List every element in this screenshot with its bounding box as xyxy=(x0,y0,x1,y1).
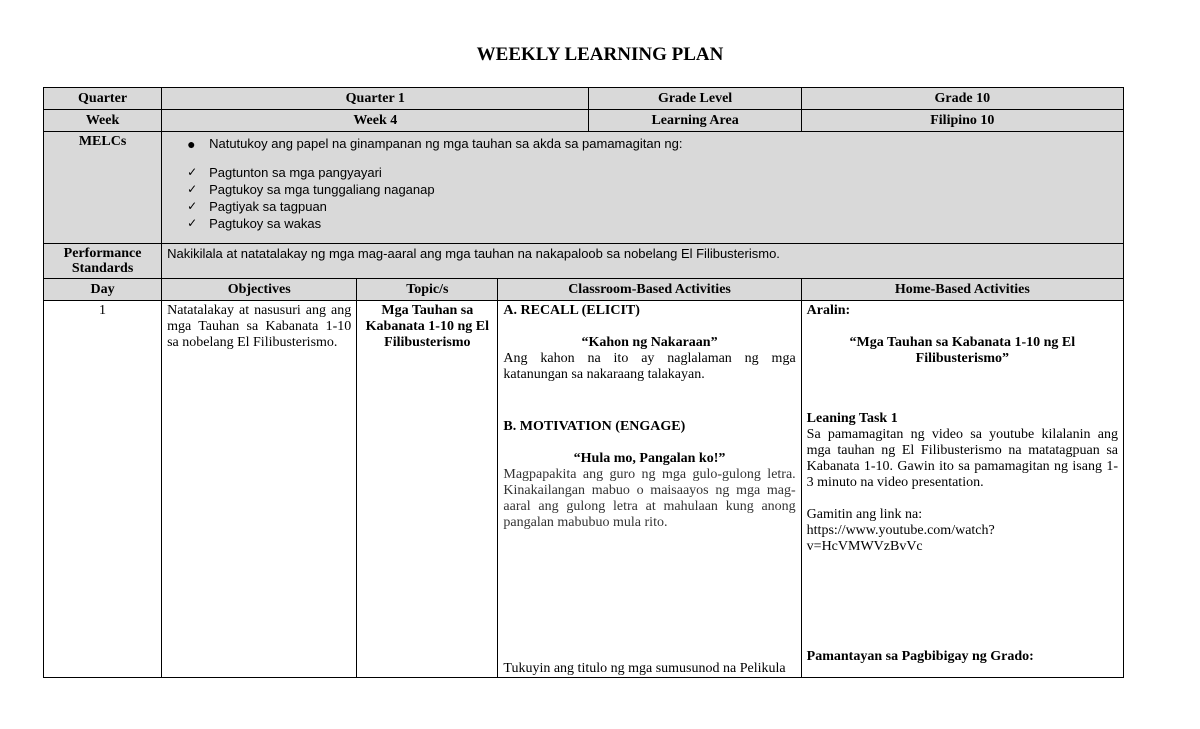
day-row xyxy=(44,301,1124,678)
grade-level-label: Grade Level xyxy=(589,88,801,110)
recall-text: Ang kahon na ito ay naglalaman ng mga katanungan sa nakaraang talakayan. xyxy=(503,351,796,382)
grade-level-value: Grade 10 xyxy=(801,88,1123,110)
column-header-row xyxy=(44,279,1124,301)
bullet-icon: ● xyxy=(187,136,196,152)
melcs-main-text: Natutukoy ang papel na ginampanan ng mga tauhan sa akda sa pamamagitan ng: xyxy=(209,136,683,151)
quarter-value: Quarter 1 xyxy=(162,88,589,110)
week-label: Week xyxy=(44,110,162,132)
objective-text: Natatalakay at nasusuri ang ang mga Tauhan sa Kabanata 1-10 sa nobelang El Filibusterismo. xyxy=(162,301,357,678)
aralin-label: Aralin: xyxy=(806,303,851,318)
checkmark-icon: ✓ xyxy=(187,182,198,196)
link-label: Gamitin ang link na: xyxy=(806,507,923,522)
melcs-checklist xyxy=(187,164,1118,232)
day-number: 1 xyxy=(44,301,162,678)
recall-heading: A. RECALL (ELICIT) xyxy=(503,303,640,318)
performance-label: Performance Standards xyxy=(44,244,162,279)
col-home: Home-Based Activities xyxy=(801,279,1123,301)
motivation-title: “Hula mo, Pangalan ko!” xyxy=(573,451,726,466)
topic-text: Mga Tauhan sa Kabanata 1-10 ng El Filibusterismo xyxy=(357,301,498,678)
learning-task-heading: Leaning Task 1 xyxy=(806,411,898,426)
motivation-text: Magpapakita ang guro ng mga gulo-gulong letra. Kinakailangan mabuo o maisaayos ng mga mag-aaral ang gulong letra at mahulaan kung anong pangalan mabubuo mula rito. xyxy=(503,467,796,530)
youtube-link-part1[interactable]: https://www.youtube.com/watch? xyxy=(806,523,995,538)
pelikula-instruction: Tukuyin ang titulo ng mga sumusunod na Pelikula xyxy=(503,661,786,676)
col-objectives: Objectives xyxy=(162,279,357,301)
melcs-main-item xyxy=(187,136,1118,152)
melcs-label: MELCs xyxy=(44,132,162,244)
learning-plan-table xyxy=(43,87,1124,678)
learning-area-label: Learning Area xyxy=(589,110,801,132)
col-topics: Topic/s xyxy=(357,279,498,301)
melcs-check-item: ✓ Pagtukoy sa wakas xyxy=(187,216,322,231)
melcs-content xyxy=(162,132,1124,244)
learning-area-value: Filipino 10 xyxy=(801,110,1123,132)
learning-task-text: Sa pamamagitan ng video sa youtube kilalanin ang mga tauhan ng El Filibusterismo na matatagpuan sa Kabanata 1-10. Gawin ito sa pamamagitan ng isang 1-3 minuto na video presentation. xyxy=(806,427,1118,490)
melcs-check-item: ✓ Pagtukoy sa mga tunggaliang naganap xyxy=(187,182,435,197)
performance-text: Nakikilala at natatalakay ng mga mag-aaral ang mga tauhan na nakapaloob sa nobelang El Filibusterismo. xyxy=(162,244,1124,279)
col-day: Day xyxy=(44,279,162,301)
home-activities xyxy=(801,301,1123,678)
recall-title: “Kahon ng Nakaraan” xyxy=(581,335,718,350)
melcs-check-item: ✓ Pagtunton sa mga pangyayari xyxy=(187,165,382,180)
week-row xyxy=(44,110,1124,132)
youtube-link-part2[interactable]: v=HcVMWVzBvVc xyxy=(806,539,923,554)
melcs-row xyxy=(44,132,1124,244)
aralin-title: “Mga Tauhan sa Kabanata 1-10 ng El Filibusterismo” xyxy=(849,335,1076,366)
classroom-activities xyxy=(498,301,801,678)
checkmark-icon: ✓ xyxy=(187,216,198,230)
performance-row xyxy=(44,244,1124,279)
grading-heading: Pamantayan sa Pagbibigay ng Grado: xyxy=(806,649,1034,664)
col-classroom: Classroom-Based Activities xyxy=(498,279,801,301)
week-value: Week 4 xyxy=(162,110,589,132)
document-title: WEEKLY LEARNING PLAN xyxy=(476,44,724,65)
checkmark-icon: ✓ xyxy=(187,165,198,179)
motivation-heading: B. MOTIVATION (ENGAGE) xyxy=(503,419,686,434)
quarter-row xyxy=(44,88,1124,110)
melcs-check-item: ✓ Pagtiyak sa tagpuan xyxy=(187,199,327,214)
quarter-label: Quarter xyxy=(44,88,162,110)
checkmark-icon: ✓ xyxy=(187,199,198,213)
